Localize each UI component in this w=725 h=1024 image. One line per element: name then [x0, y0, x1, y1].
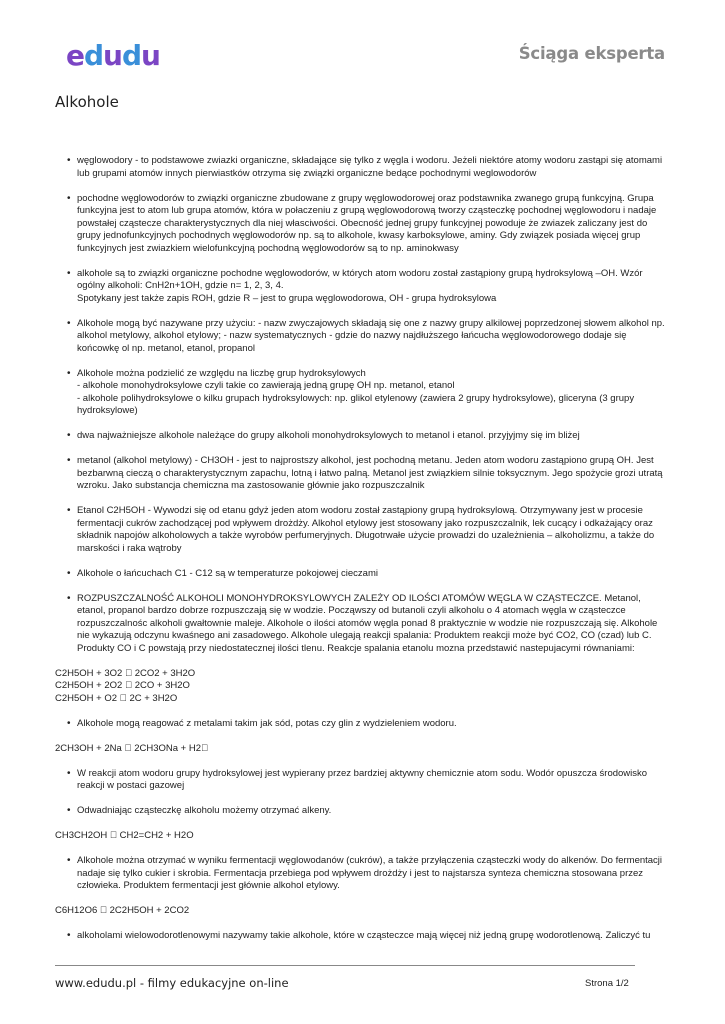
list-item: • Odwadniając cząsteczkę alkoholu możemy otrzymać alkeny.: [55, 805, 670, 818]
list-item: • pochodne węglowodorów to związki organiczne zbudowane z grupy węglowodorowej oraz podstawnika zwanego grupą funkcyjną. Grupa funkcyjna jest to atom lub grupa atomów, która w połaczeniu z grupą węglowodorową tworzy cząsteczkę pochodnej węglowodoru i nadaje powstałej cząstecze charakterystycznych dla niej własciwości. Obecność jednej grupy funkcyjnej powoduje że zwiazek zaliczany jest do grupy jednofunkcyjnych pochodnych węglowodorów np. są to alkohole, kwasy karboksylowe, aminy. Gdy związek posiada więcej grup funkcyjnych jest zwiazkiem wielofunkcyjną pochodną węglowodorów są to np. aminokwasy: [55, 193, 670, 256]
equation-block: C6H12O6 2C2H5OH + 2CO2: [55, 905, 180, 916]
bullet-list: [55, 768, 670, 818]
list-item: • alkoholami wielowodorotlenowymi nazywamy takie alkohole, które w cząsteczce mają więcej niż jedną grupę wodorotlenową. Zaliczyć tu: [55, 930, 670, 943]
list-item: • Alkohole można podzielić ze względu na liczbę grup hydroksylowych - alkohole monohydroksylowe czyli takie co zawierają jedną grupę OH np. metanol, etanol - alkohole polihydroksylowe o kilku grupach hydroksylowych: np. glikol etylenowy (zawiera 2 grupy hydroksylowe), gliceryna (3 grupy hydroksylowe): [55, 368, 670, 418]
list-item: • dwa najważniejsze alkohole należące do grupy alkoholi monohydroksylowych to metanol i etanol. przyjyjmy się im bliżej: [55, 430, 670, 443]
list-item: • W reakcji atom wodoru grupy hydroksylowej jest wypierany przez bardziej aktywny chemicznie atom sodu. Wodór opuszcza środowisko reakcji w postaci gazowej: [55, 768, 670, 793]
list-item: • alkohole są to związki organiczne pochodne węglowodorów, w których atom wodoru został zastąpiony grupą hydroksylową –OH. Wzór ogólny alkoholi: CnH2n+1OH, gdzie n= 1, 2, 3, 4. Spotykany jest także zapis ROH, gdzie R – jest to grupa węglowodorowa, OH - grupa hydroksylowa: [55, 268, 670, 306]
equation-block: 2CH3OH + 2Na 2CH3ONa + H2: [55, 742, 192, 754]
list-item: • ROZPUSZCZALNOŚĆ ALKOHOLI MONOHYDROKSYLOWYCH ZALEŻY OD ILOŚCI ATOMÓW WĘGLA W CZĄSTECZCE. Metanol, etanol, propanol bardzo dobrze rozpuszczają się w wodzie. Począwszy od butanoli czyli alkoholu o 4 atomach węgla w cząsteczce rozpuszczalnośc alkoholi gwałtownie maleje. Alkohole o ilości atomów węgla ponad 8 praktycznie w wodzie nie rozpuszczają się. Alkohole nie wykazują odczynu kwaśnego ani zasadowego. Alkohole ulegają reakcji spalania: Produktem reakcji może być CO2, CO (czad) lub C. Produkty CO i C powstają przy niedostatecznej ilości tlenu. Reakcje spalania etanolu mozna przedstawić nastepujacymi równaniami:: [55, 593, 670, 656]
page-title: Alkohole: [55, 93, 119, 111]
svg-text:edudu: edudu: [66, 39, 160, 72]
edudu-logo: [64, 36, 176, 76]
list-item: • metanol (alkohol metylowy) - CH3OH - jest to najprostszy alkohol, jest pochodną metanu. Jeden atom wodoru zastąpiono grupą OH. Jest bezbarwną cieczą o charakterystycznym zapachu, lotną i łatwo palną. Metanol jest związkiem silnie toksycznym. Jego spożycie grozi utratą wzroku. Jako substancja chemiczna ma zastosowanie głównie jako rozpuszczalnik: [55, 455, 670, 493]
list-item: • Etanol C2H5OH - Wywodzi się od etanu gdyż jeden atom wodoru został zastąpiony grupą hydroksylową. Otrzymywany jest w procesie fermentacji cukrów zachodzącej pod wpływem drożdży. Alkohol etylowy jest stosowany jako rozpuszczalnik, lek cucący i odkażający oraz składnik napojów alkoholowych a także wyrobów perfumeryjnych. Długotrwałe użycie prowadzi do uzależnienia – alkoholizmu, a także do marskości i raka wątroby: [55, 505, 670, 555]
header-title: Ściąga eksperta: [518, 44, 665, 63]
list-item: • Alkohole o łańcuchach C1 - C12 są w temperaturze pokojowej cieczami: [55, 568, 670, 581]
document-body: [55, 155, 670, 955]
bullet-list: [55, 855, 670, 893]
footer-website: www.edudu.pl - filmy edukacyjne on-line: [55, 976, 289, 990]
list-item: • Alkohole mogą być nazywane przy użyciu: - nazw zwyczajowych składają się one z nazwy grupy alkilowej poprzedzonej słowem alkohol np. alkohol metylowy, alkohol etylowy; - nazw systematycznych - gdzie do nazwy najdłuższego łańcucha węglowodorowego dodaje się końcowkę ol np. metanol, etanol, propanol: [55, 318, 670, 356]
equation-block: CH3CH2OH CH2=CH2 + H2O: [55, 830, 184, 841]
equation-block: C2H5OH + 3O2 2CO2 + 3H2O C2H5OH + 2O2 2CO + 3H2O C2H5OH + O2 2C + 3H2O: [55, 667, 186, 704]
bullet-list: [55, 930, 670, 943]
page-number: Strona 1/2: [585, 978, 629, 989]
bullet-list: [55, 718, 670, 731]
bullet-list: [55, 155, 670, 655]
footer-divider: [55, 965, 635, 966]
list-item: • węglowodory - to podstawowe zwiazki organiczne, składające się tylko z węgla i wodoru. Jeżeli niektóre atomy wodoru zastąpi się atomami lub grupami atomów innych pierwiastków otrzyma się związki organiczne bedące pochodnymi weglowodorów: [55, 155, 670, 180]
list-item: • Alkohole można otrzymać w wyniku fermentacji węglowodanów (cukrów), a także przyłączenia cząsteczki wody do alkenów. Do fermentacji nadaje się tylko cukier i skrobia. Fermentacja przebiega pod wpływem drożdży i jest to najstarsza synteza chemiczna stosowana przez człowieka. Produktem fermentacji jest głównie alkohol etylowy.: [55, 855, 670, 893]
list-item: • Alkohole mogą reagować z metalami takim jak sód, potas czy glin z wydzieleniem wodoru.: [55, 718, 670, 731]
